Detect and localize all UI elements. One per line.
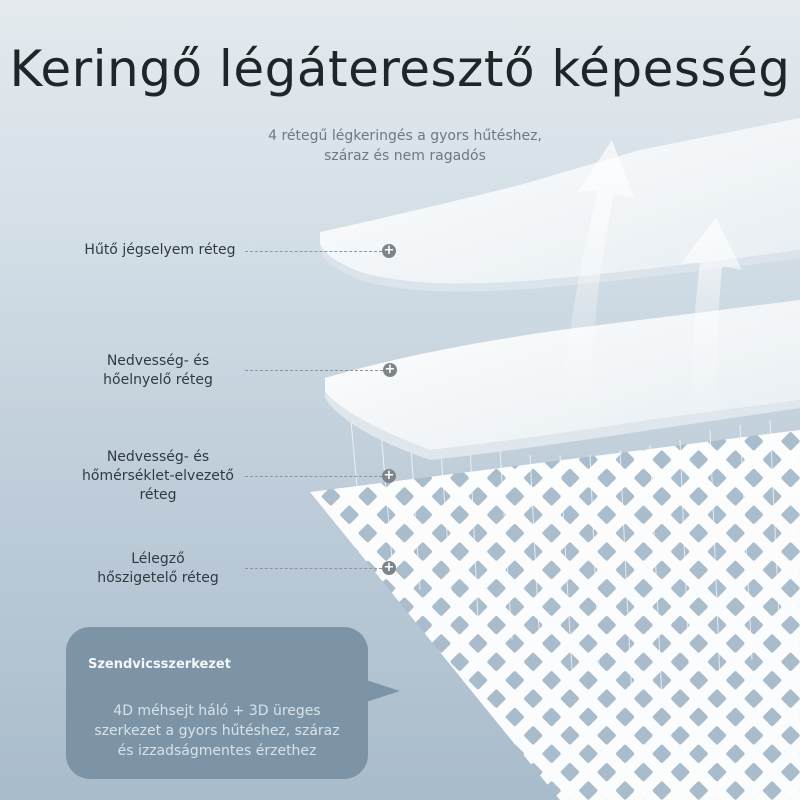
callout-body-line: 4D méhsejt háló + 3D üreges: [113, 703, 321, 719]
layer-label-line: hőmérséklet-elvezető: [82, 468, 234, 484]
plus-circle-icon[interactable]: +: [383, 243, 395, 258]
callout-body-line: és izzadságmentes érzethez: [117, 743, 317, 759]
layer-label-line: Nedvesség- és: [106, 449, 210, 465]
plus-circle-icon[interactable]: +: [383, 468, 395, 483]
middle-sheet: [325, 300, 800, 450]
layer-label-line: réteg: [139, 487, 177, 503]
page-title: Keringő légáteresztő képesség: [9, 40, 791, 98]
callout-body: [86, 701, 348, 761]
subtitle: [205, 126, 605, 166]
layer-label-breathable-insulation: [58, 550, 258, 588]
callout-heading: Szendvicsszerkezet: [88, 657, 231, 672]
subtitle-line: 4 rétegű légkeringés a gyors hűtéshez,: [268, 128, 542, 144]
leader-line: [245, 476, 382, 477]
plus-circle-icon[interactable]: +: [383, 560, 395, 575]
sandwich-structure-callout: [66, 627, 368, 779]
layer-label-line: Nedvesség- és: [106, 353, 210, 369]
layer-label-temperature-wicking: [58, 448, 258, 505]
layer-label-moisture-absorbing: [58, 352, 258, 390]
layer-label-line: hőszigetelő réteg: [97, 570, 219, 586]
subtitle-line: száraz és nem ragadós: [324, 148, 486, 164]
leader-line: [245, 370, 383, 371]
plus-circle-icon[interactable]: +: [384, 362, 396, 377]
callout-body-line: szerkezet a gyors hűtéshez, száraz: [94, 723, 340, 739]
layer-label-line: hőelnyelő réteg: [103, 372, 213, 388]
layer-label-line: Lélegző: [131, 551, 185, 567]
leader-line: [245, 251, 382, 252]
mesh-layer: [310, 430, 800, 800]
layer-label-ice-silk: [60, 241, 260, 260]
layer-label-line: Hűtő jégselyem réteg: [84, 242, 236, 258]
leader-line: [245, 568, 382, 569]
